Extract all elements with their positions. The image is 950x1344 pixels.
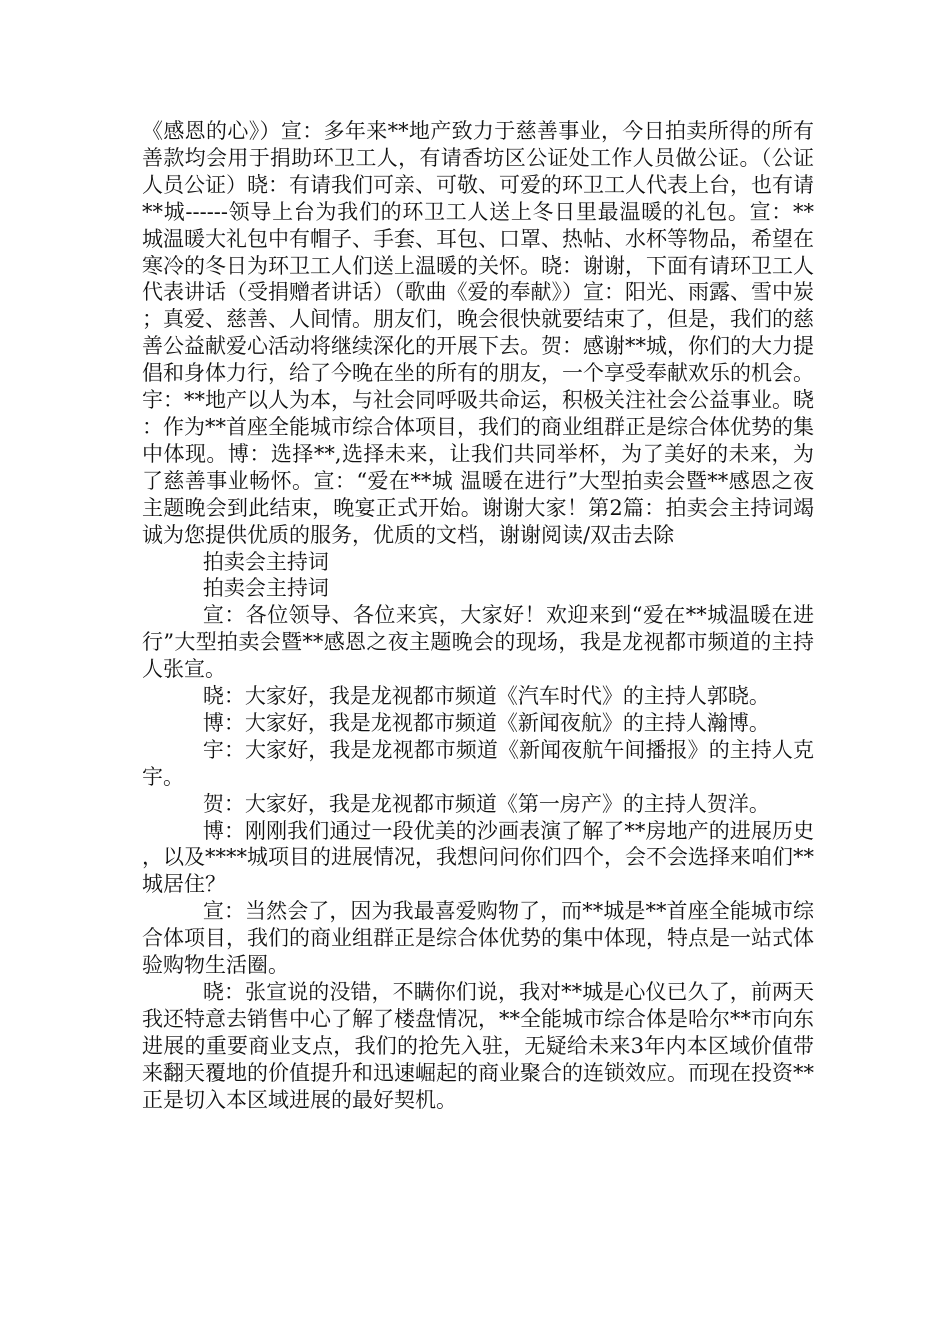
document-body [142,118,814,1114]
paragraph-title-2: 拍卖会主持词 [202,576,329,601]
paragraph-bo-intro: 博：大家好，我是龙视都市频道《新闻夜航》的主持人瀚博。 [202,710,770,735]
paragraph-xuan-answer: 宣：当然会了，因为我最喜爱购物了，而**城是**首座全能城市综合体项目，我们的商业组群正是综合体优势的集中体现，特点是一站式体验购物生活圈。 [142,899,814,978]
paragraph-yu-intro: 宇：大家好，我是龙视都市频道《新闻夜航午间播报》的主持人克宇。 [142,737,814,789]
paragraph-xuan-intro: 宣：各位领导、各位来宾，大家好！欢迎来到“爱在**城温暖在进行”大型拍卖会暨**感恩之夜主题晚会的现场，我是龙视都市频道的主持人张宣。 [142,603,814,682]
paragraph-bo-question: 博：刚刚我们通过一段优美的沙画表演了解了**房地产的进展历史，以及****城项目的进展情况，我想问问你们四个，会不会选择来咱们**城居住？ [142,818,814,897]
paragraph-he-intro: 贺：大家好，我是龙视都市频道《第一房产》的主持人贺洋。 [202,791,770,816]
paragraph-xiao-intro: 晓：大家好，我是龙视都市频道《汽车时代》的主持人郭晓。 [202,684,770,709]
paragraph-xiao-answer: 晓：张宣说的没错，不瞒你们说，我对**城是心仪已久了，前两天我还特意去销售中心了解了楼盘情况，**全能城市综合体是哈尔**市向东进展的重要商业支点，我们的抢先入驻，无疑给未来3年内本区域价值带来翻天覆地的价值提升和迅速崛起的商业聚合的连锁效应。而现在投资**正是切入本区域进展的最好契机。 [142,980,814,1112]
paragraph-title-1: 拍卖会主持词 [202,549,329,574]
paragraph-1: 《感恩的心》）宣：多年来**地产致力于慈善事业，今日拍卖所得的所有善款均会用于捐助环卫工人，有请香坊区公证处工作人员做公证。（公证人员公证）晓：有请我们可亲、可敬、可爱的环卫工人代表上台，也有请**城------领导上台为我们的环卫工人送上冬日里最温暖的礼包。宣：**城温暖大礼包中有帽子、手套、耳包、口罩、热帖、水杯等物品，希望在寒冷的冬日为环卫工人们送上温暖的关怀。晓：谢谢，下面有请环卫工人代表讲话（受捐赠者讲话）（歌曲《爱的奉献》）宣：阳光、雨露、雪中炭；真爱、慈善、人间情。朋友们，晚会很快就要结束了，但是，我们的慈善公益献爱心活动将继续深化的开展下去。贺：感谢**城，你们的大力提倡和身体力行，给了今晚在坐的所有的朋友，一个享受奉献欢乐的机会。宇：**地产以人为本，与社会同呼吸共命运，积极关注社会公益事业。晓：作为**首座全能城市综合体项目，我们的商业组群正是综合体优势的集中体现。博：选择**,选择未来，让我们共同举杯，为了美好的未来，为了慈善事业畅怀。宣：“爱在**城 温暖在进行”大型拍卖会暨**感恩之夜主题晚会到此结束，晚宴正式开始。谢谢大家！第2篇：拍卖会主持词竭诚为您提供优质的服务，优质的文档，谢谢阅读/双击去除 [142,119,814,547]
